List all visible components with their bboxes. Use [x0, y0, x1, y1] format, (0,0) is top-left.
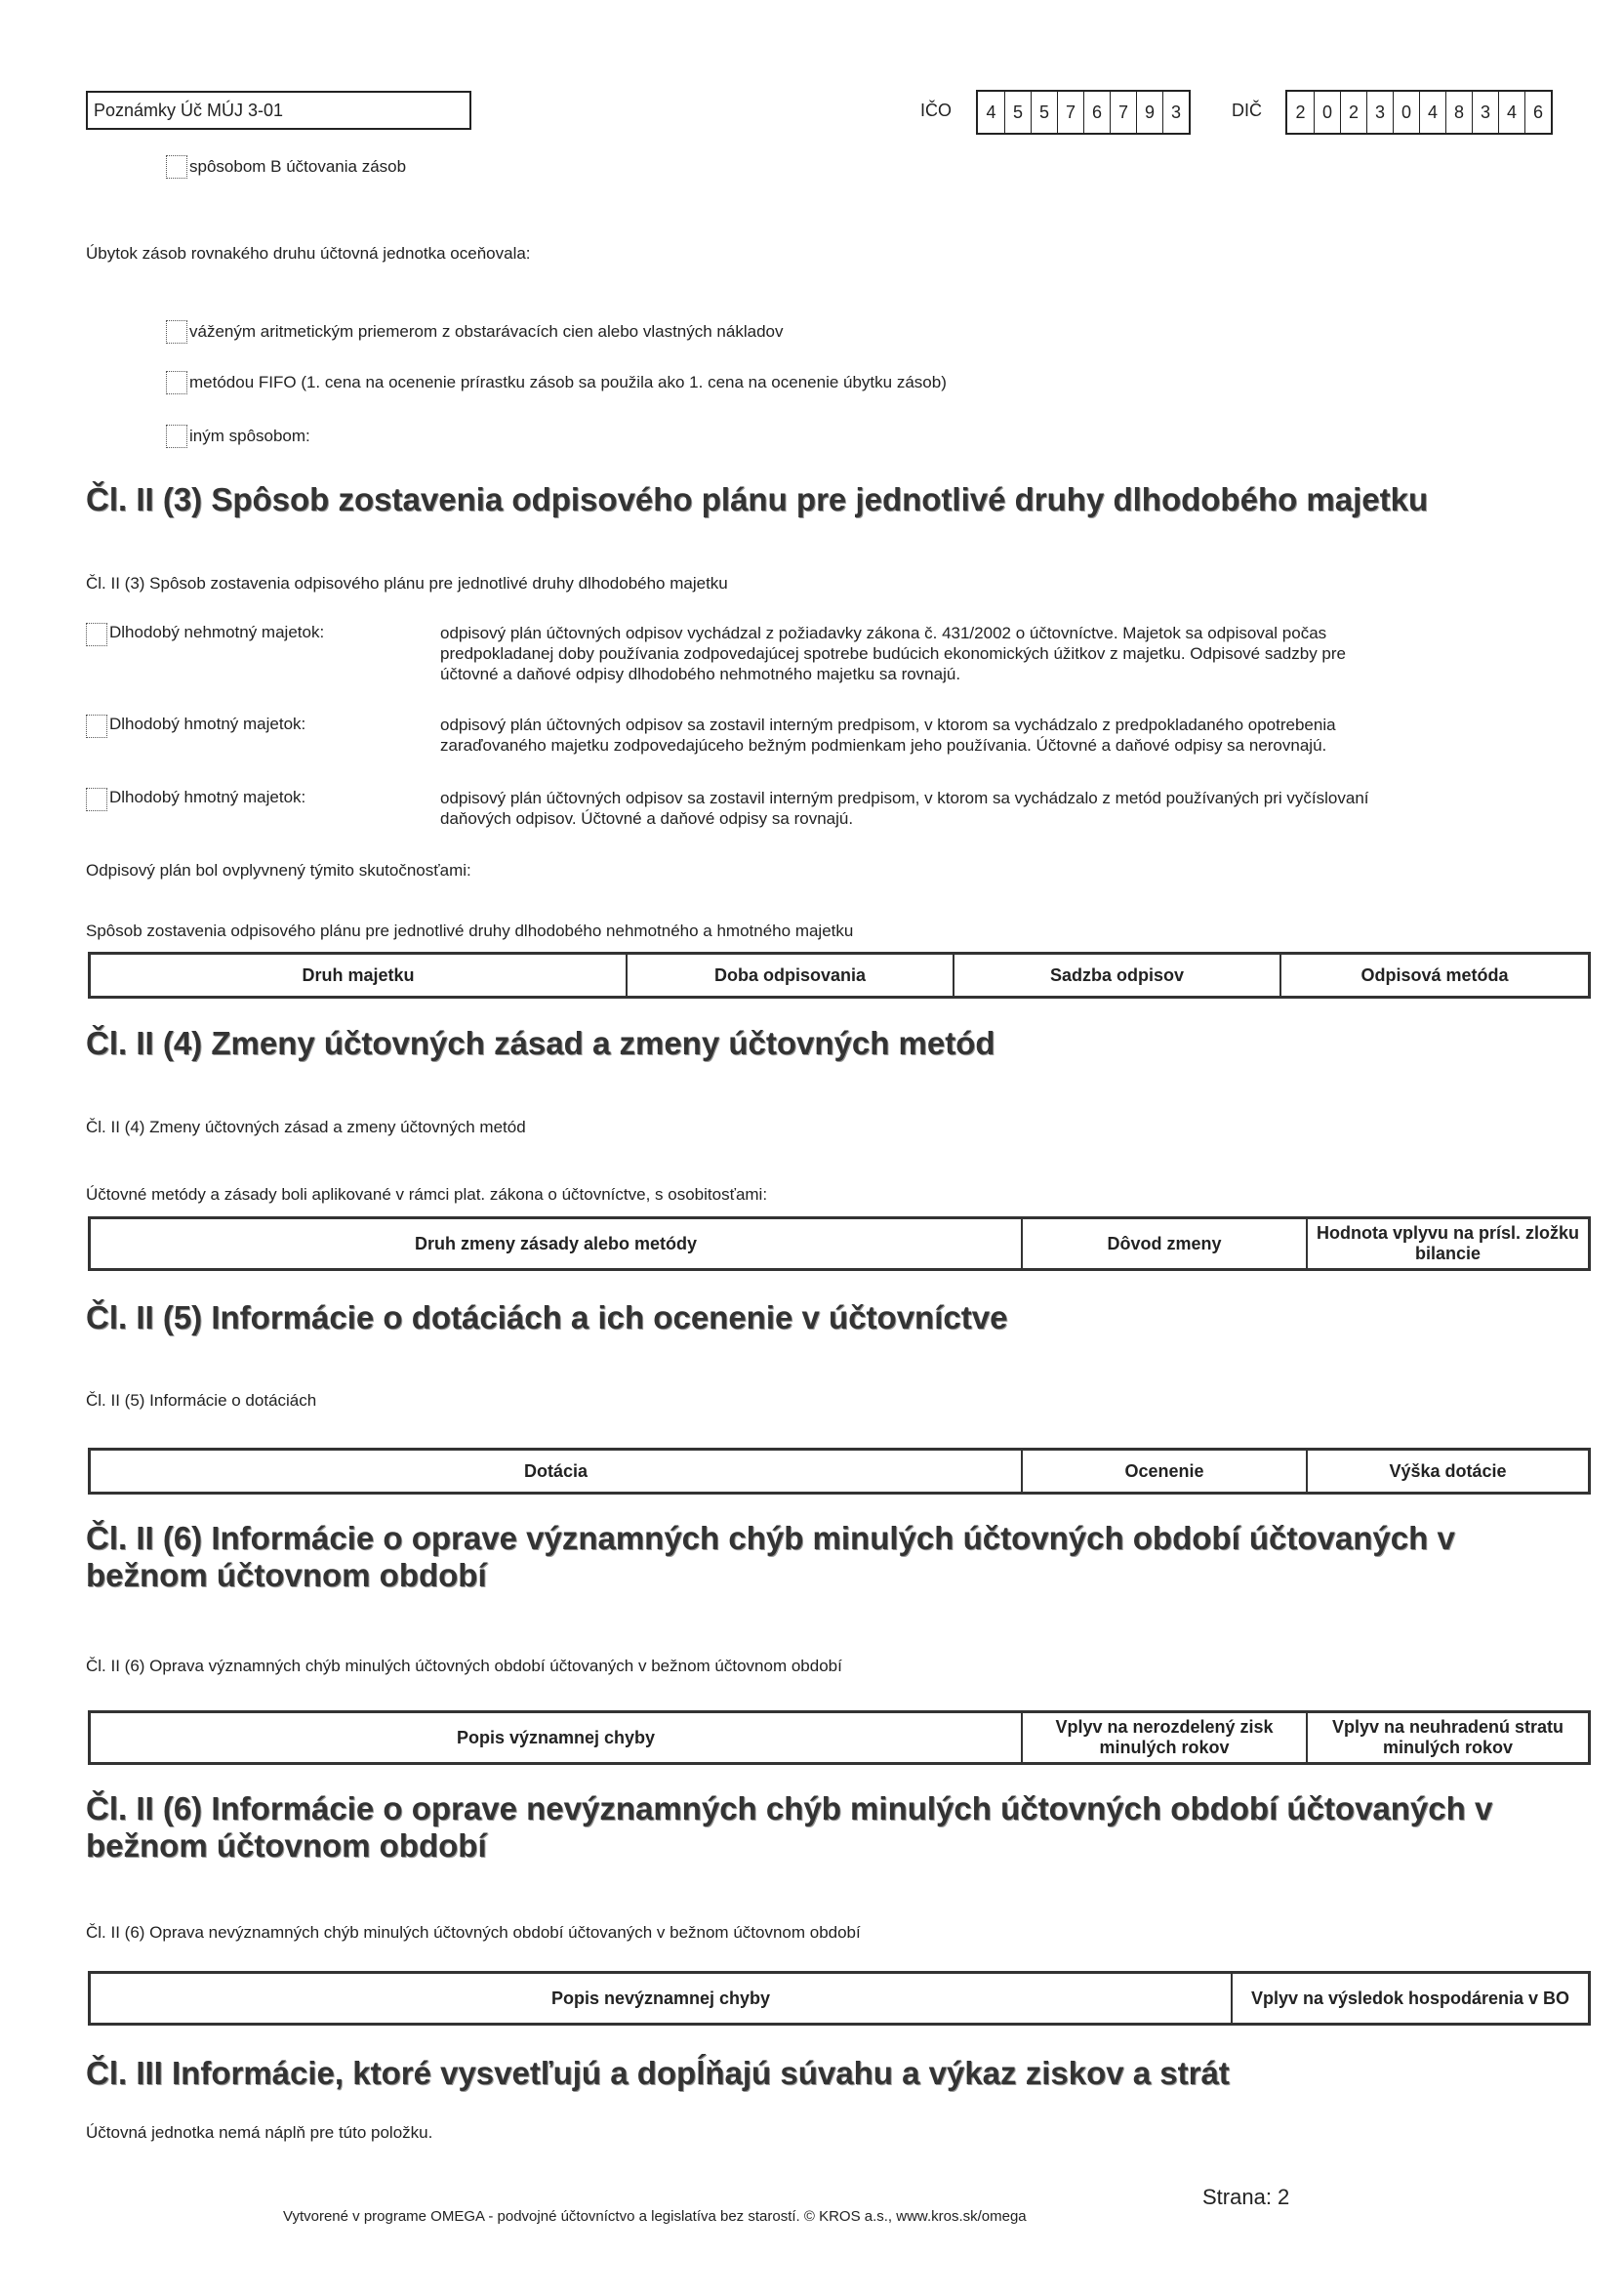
footer-credit: Vytvorené v programe OMEGA - podvojné účtovníctvo a legislatíva bez starostí. © KROS a.s., www.kros.sk/omega [283, 2208, 1027, 2225]
dic-digit: 3 [1472, 92, 1498, 133]
col-error-description: Popis významnej chyby [90, 1712, 1023, 1764]
ico-digit: 5 [1004, 92, 1031, 133]
significant-errors-table [88, 1710, 1591, 1765]
dic-digit: 3 [1366, 92, 1393, 133]
col-depreciation-method: Odpisová metóda [1280, 954, 1590, 998]
form-id-box: Poznámky Úč MÚJ 3-01 [86, 91, 471, 130]
option-method-b[interactable] [166, 155, 406, 179]
subsidies-table [88, 1448, 1591, 1495]
dic-digit: 4 [1419, 92, 1445, 133]
option-label: váženým aritmetickým priemerom z obstarávacích cien alebo vlastných nákladov [189, 322, 784, 341]
section-subheading-ii5: Čl. II (5) Informácie o dotáciách [86, 1391, 317, 1410]
section-subheading-ii3: Čl. II (3) Spôsob zostavenia odpisového plánu pre jednotlivé druhy dlhodobého majetku [86, 574, 728, 593]
table-header-row [90, 954, 1590, 998]
option-label: iným spôsobom: [189, 427, 310, 445]
dic-digit: 2 [1295, 102, 1306, 122]
table-header-row [90, 1712, 1590, 1764]
option-fifo[interactable] [166, 371, 947, 394]
col-subsidy: Dotácia [90, 1450, 1023, 1494]
desc-line: daňových odpisov. Účtovné a daňové odpisy sa rovnajú. [440, 809, 854, 828]
option-label: spôsobom B účtovania zásob [189, 157, 407, 176]
asset-label[interactable] [86, 623, 440, 684]
desc-line: odpisový plán účtovných odpisov sa zostavil interným predpisom, v ktorom sa vychádzalo z metód používaných pri vyčíslovaní [440, 789, 1369, 807]
asset-description [440, 788, 1514, 829]
policy-changes-table [88, 1216, 1591, 1271]
section-heading-ii6-significant [86, 1520, 1455, 1594]
col-depreciation-period: Doba odpisovania [627, 954, 954, 998]
asset-row-intangible [86, 623, 1550, 684]
section-heading-ii5: Čl. II (5) Informácie o dotáciách a ich ocenenie v účtovníctve [86, 1299, 1008, 1335]
section-subheading-ii4: Čl. II (4) Zmeny účtovných zásad a zmeny účtovných metód [86, 1118, 526, 1136]
ico-digit: 7 [1110, 92, 1136, 133]
insignificant-errors-table [88, 1971, 1591, 2026]
col-asset-type: Druh majetku [90, 954, 628, 998]
ico-digit: 6 [1083, 92, 1110, 133]
col-change-type: Druh zmeny zásady alebo metódy [90, 1218, 1023, 1270]
depreciation-plan-table [88, 952, 1591, 999]
ico-label: IČO [920, 101, 953, 120]
dic-label: DIČ [1232, 101, 1262, 120]
ico-digit: 3 [1162, 92, 1189, 133]
heading-line: bežnom účtovnom období [86, 1557, 487, 1593]
asset-description [440, 715, 1514, 756]
section-subheading-ii6-insignificant: Čl. II (6) Oprava nevýznamných chýb minulých účtovných období účtovaných v bežnom účtovnom období [86, 1923, 861, 1942]
desc-line: účtovné a daňové odpisy dlhodobého nehmotného majetku sa rovnajú. [440, 665, 961, 683]
asset-row-tangible-2 [86, 788, 1550, 829]
dic-digit: 6 [1524, 92, 1551, 133]
col-uncovered-loss-impact: Vplyv na neuhradenú stratu minulých rokov [1307, 1712, 1590, 1764]
ico-digit: 9 [1136, 92, 1162, 133]
dic-digit: 0 [1393, 92, 1419, 133]
asset-label-text: Dlhodobý hmotný majetok: [109, 788, 306, 806]
option-label: metódou FIFO (1. cena na ocenenie prírastku zásob sa použila ako 1. cena na ocenenie úbytku zásob) [189, 373, 947, 391]
asset-label-text: Dlhodobý hmotný majetok: [109, 715, 306, 733]
asset-label-text: Dlhodobý nehmotný majetok: [109, 623, 325, 641]
checkbox[interactable] [86, 715, 107, 738]
option-other[interactable] [166, 425, 310, 448]
col-valuation: Ocenenie [1022, 1450, 1307, 1494]
col-error-description: Popis nevýznamnej chyby [90, 1973, 1233, 2025]
checkbox[interactable] [166, 371, 187, 394]
col-subsidy-amount: Výška dotácie [1307, 1450, 1590, 1494]
dic-digit: 2 [1340, 92, 1366, 133]
dic-digit: 4 [1498, 92, 1524, 133]
table-header-row [90, 1973, 1590, 2025]
ico-digits [976, 90, 1191, 135]
ico-digit: 5 [1031, 92, 1057, 133]
desc-line: odpisový plán účtovných odpisov vychádzal z požiadavky zákona č. 431/2002 o účtovníctve. Majetok sa odpisoval počas [440, 624, 1327, 642]
asset-label[interactable] [86, 788, 440, 829]
checkbox[interactable] [86, 788, 107, 811]
col-retained-earnings-impact: Vplyv na nerozdelený zisk minulých rokov [1022, 1712, 1307, 1764]
checkbox[interactable] [86, 623, 107, 646]
table-header-row [90, 1450, 1590, 1494]
col-depreciation-rate: Sadzba odpisov [954, 954, 1280, 998]
asset-description [440, 623, 1514, 684]
col-impact-value: Hodnota vplyvu na prísl. zložku bilancie [1307, 1218, 1590, 1270]
dic-digit: 0 [1314, 92, 1340, 133]
heading-line: Čl. II (6) Informácie o oprave nevýznamných chýb minulých účtovných období účtovaných v [86, 1790, 1493, 1826]
checkbox[interactable] [166, 320, 187, 344]
dic-digits [1285, 90, 1553, 135]
option-weighted-average[interactable] [166, 320, 783, 344]
section-intro-ii4: Účtovné metódy a zásady boli aplikované v rámci plat. zákona o účtovníctve, s osobitosťami: [86, 1185, 768, 1204]
col-result-impact: Vplyv na výsledok hospodárenia v BO [1232, 1973, 1590, 2025]
table-header-row [90, 1218, 1590, 1270]
desc-line: predpokladanej doby používania zodpovedajúcej spotrebe budúcich ekonomických úžitkov z majetku. Odpisové sadzby pre [440, 644, 1347, 663]
asset-label[interactable] [86, 715, 440, 756]
desc-line: zaraďovaného majetku zodpovedajúceho bežným podmienkam jeho používania. Účtovné a daňové odpisy sa nerovnajú. [440, 736, 1327, 755]
section-note-iii: Účtovná jednotka nemá náplň pre túto položku. [86, 2123, 433, 2142]
asset-row-tangible-1 [86, 715, 1550, 756]
col-change-reason: Dôvod zmeny [1022, 1218, 1307, 1270]
checkbox[interactable] [166, 425, 187, 448]
ico-digit: 4 [986, 102, 996, 122]
section-heading-ii6-insignificant [86, 1790, 1492, 1865]
section-subheading-ii6-significant: Čl. II (6) Oprava významných chýb minulých účtovných období účtovaných v bežnom účtovnom období [86, 1657, 842, 1675]
desc-line: odpisový plán účtovných odpisov sa zostavil interným predpisom, v ktorom sa vychádzalo z predpokladaného opotrebenia [440, 716, 1336, 734]
dic-digit: 8 [1445, 92, 1472, 133]
decrease-intro: Úbytok zásob rovnakého druhu účtovná jednotka oceňovala: [86, 244, 531, 263]
checkbox[interactable] [166, 155, 187, 179]
heading-line: bežnom účtovnom období [86, 1827, 487, 1864]
section-heading-ii4: Čl. II (4) Zmeny účtovných zásad a zmeny účtovných metód [86, 1025, 995, 1061]
section-heading-ii3: Čl. II (3) Spôsob zostavenia odpisového plánu pre jednotlivé druhy dlhodobého majetku [86, 481, 1429, 517]
page-number: Strana: 2 [1202, 2185, 1290, 2209]
heading-line: Čl. II (6) Informácie o oprave významných chýb minulých účtovných období účtovaných v [86, 1520, 1455, 1556]
section-heading-iii: Čl. III Informácie, ktoré vysvetľujú a dopĺňajú súvahu a výkaz ziskov a strát [86, 2055, 1230, 2091]
table-caption: Spôsob zostavenia odpisového plánu pre jednotlivé druhy dlhodobého nehmotného a hmotného majetku [86, 922, 854, 940]
ico-digit: 7 [1057, 92, 1083, 133]
influenced-by-text: Odpisový plán bol ovplyvnený týmito skutočnosťami: [86, 861, 471, 880]
